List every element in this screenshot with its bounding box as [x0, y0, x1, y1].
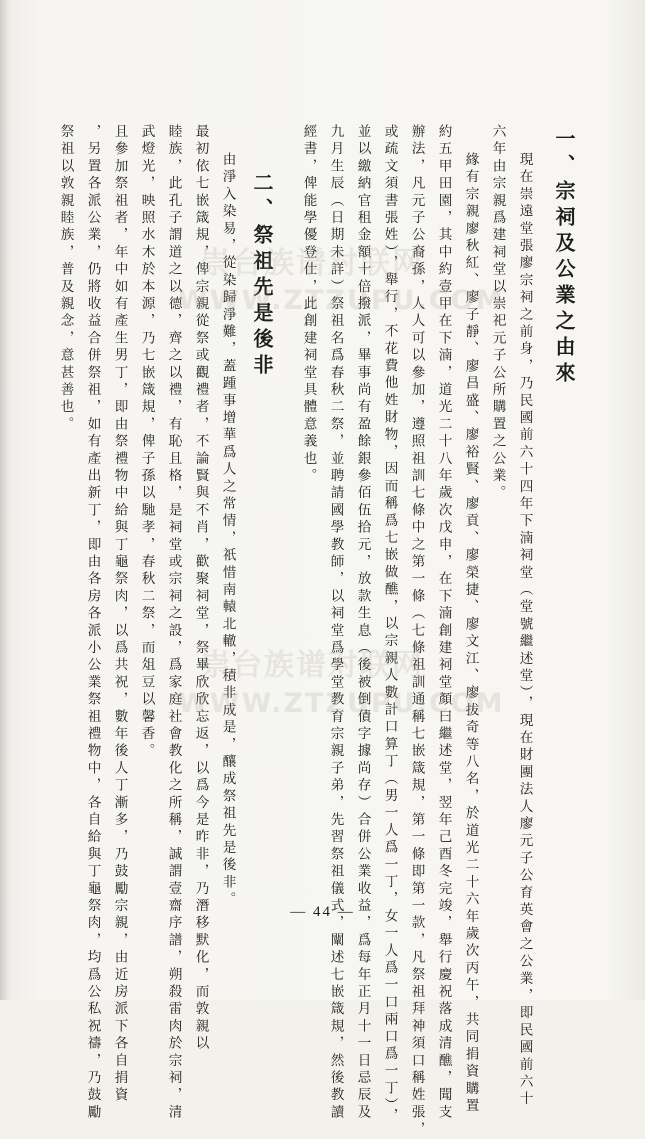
section1-line-3: 緣有宗親廖秋紅、廖子靜、廖昌盛、廖裕賢、廖貢、廖榮捷、廖文江、廖拔奇等八名，於道光二十六年歲次丙午，共同捐資購置 [462, 152, 479, 1116]
watermark-text: 崇台族谱对联网 [200, 246, 424, 281]
section1-line-8: 九月生辰（日期未詳）祭祖名爲春秋二祭，並聘請國學教師，以祠堂爲學堂教育宗親子弟，先習祭祖儀式，闡述七嵌箴規，然後教讀 [327, 124, 344, 1122]
section1-line-9: 經書，俾能學優登仕，此創建祠堂具體意義也。 [300, 124, 317, 486]
page-number: — 44 — [290, 904, 355, 920]
watermark-url: WWW.ZTZUPU.COM [178, 688, 505, 719]
section1-line-4: 約五甲田園，其中約壹甲在下湳，道光二十八年歲次戊申，在下湳創建祠堂顏曰繼述堂，翌年己酉冬完竣，舉行慶祝落成清醮，聞支 [435, 124, 452, 1122]
section1-line-6: 或疏文須書張姓），舉行，不花費他姓財物，因而稱爲七嵌做醮，以宗親人數計口算丁（男一人爲一丁，女一人爲一口兩口爲一丁）， [381, 124, 398, 1126]
section1-line-2: 六年由宗親爲建祠堂以崇祀元子公所購置之公業。 [489, 124, 506, 503]
section2-line-5: 且參加祭祖者，年中如有產生男丁，即由祭禮物中給與丁龜祭肉，以爲共祝，數年後人丁漸多，乃鼓勵宗親，由近房派下各自捐資 [111, 124, 128, 1105]
section2-line-2: 最初依七嵌箴規，俾宗親從祭或觀禮者，不論賢與不肖，歡聚祠堂，祭畢欣欣忘返，以爲今是昨非，乃潛移默化，而敦親以 [192, 124, 209, 1053]
section2-heading: 二、祭祖先是後非 [250, 172, 274, 380]
section2-line-3: 睦族，此孔子謂道之以德，齊之以禮，有恥且格，是祠堂或宗祠之設，爲家庭社會教化之所稱，誠謂壹齋序譜，朔殺雷肉於宗祠，清 [165, 124, 182, 1122]
watermark-text: 崇台族谱对联网 [200, 648, 424, 683]
page-spine-shadow [0, 0, 10, 1000]
watermark-url: WWW.ZTZUPU.COM [178, 285, 505, 316]
section2-line-6: ，另置各派公業，仍將收益合併祭祖，如有產出新丁，即由各房各派小公業祭祖禮物中，各自給與丁龜祭肉，均爲公私祝禱，乃鼓勵 [84, 124, 101, 1122]
section1-line-5: 辦法，凡元子公裔孫，人人可以參加，遵照祖訓七條中之第一條（七條祖訓通稱七嵌箴規，第一條即第一款，凡祭祖拜神須口稱姓張， [408, 124, 425, 1139]
section2-line-4: 武燈光，映照水木於本源，乃七嵌箴規，俾子孫以馳孝，春秋二祭，而俎豆以馨香。 [138, 124, 155, 761]
section1-heading: 一、宗祠及公業之由來 [552, 128, 576, 388]
section1-line-1: 現在崇遠堂張廖宗祠之前身，乃民國前六十四年下湳祠堂（堂號繼述堂），現在財團法人廖元子公育英會之公業，即民國前六十 [516, 152, 533, 1109]
section2-line-7: 祭祖以敦親睦族，普及親念，意甚善也。 [57, 124, 74, 434]
section2-line-1: 由淨入染易，從染歸淨難，蓋踵事增華爲人之常情，祇惜南轅北轍，積非成是，釀成祭祖先是後非。 [219, 152, 236, 909]
section1-line-7: 並以繳納官租金額十倍撥派，畢事尚有盈餘銀參佰伍拾元，放款生息（後被倒債字據尚存）合併公業收益，爲每年正月十一日忌辰及 [354, 124, 371, 1122]
